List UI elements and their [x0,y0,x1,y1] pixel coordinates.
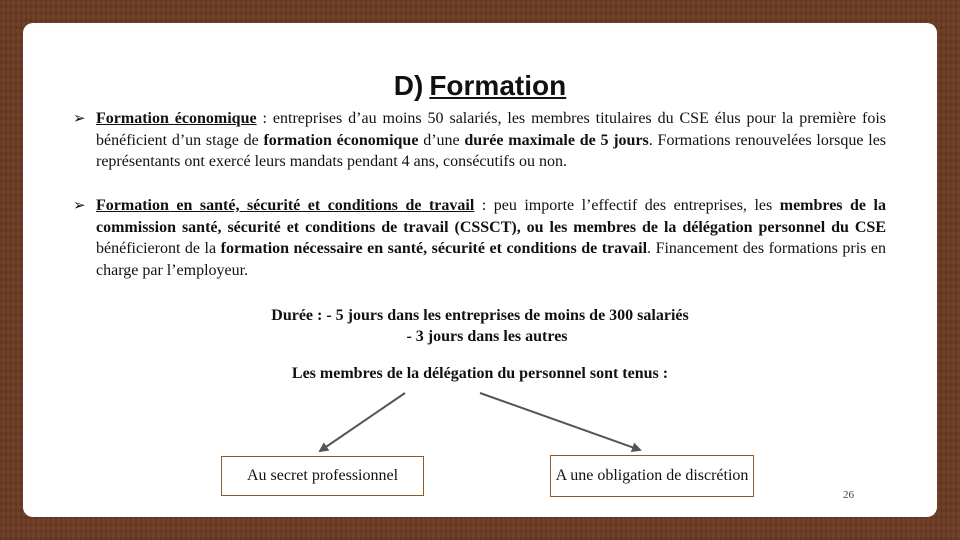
bullet-text-part: . Formations renouvelées lorsque les représentants ont exercé leurs mandats pendant 4 ans, consécutifs ou non. [96,131,887,170]
bullet-text-part: . Financement des formations pris en charge par l’employeur. [96,240,887,279]
arrow-bullet-icon: ➢ [73,109,86,127]
bullet-bold-part: durée maximale de 5 jours [464,131,649,149]
bullet-text-part: : peu importe l’effectif des entreprises, les [474,197,780,214]
bullet-bold-part: formation nécessaire en santé, sécurité et conditions de travail [220,240,648,257]
arrow-left [320,393,405,451]
bullet-text-part: d’une [418,131,465,149]
bullet-bold-part: formation économique [263,131,419,149]
bullet-heading: Formation économique [96,110,257,127]
bullet-text-part: bénéficieront de la [96,240,221,257]
bullet-text-part: : entreprises d’au moins 50 salariés, les membres titulaires du CSE élus pour la première fois bénéficient d’un stage de [96,110,886,149]
secret-professionnel-box [221,456,424,496]
box-label: A une obligation de discrétion [555,467,749,484]
slide [23,23,937,517]
bullet-heading: Formation en santé, sécurité et conditions de travail [96,197,475,214]
page-number: 26 [843,489,854,501]
duration-line-2: - 3 jours dans les autres [406,328,568,345]
obligations-heading: Les membres de la délégation du personnel sont tenus : [291,365,669,382]
title-prefix: D) [393,70,424,101]
bullet-bold-part: membres de la commission santé, sécurité et conditions de travail (CSSCT), ou les membres de la délégation personnel du CSE [96,197,886,236]
box-label: Au secret professionnel [246,467,399,484]
connector-arrows [23,23,937,517]
arrow-bullet-icon: ➢ [73,196,86,214]
obligation-discretion-box [550,455,754,497]
duration-line-1: Durée : - 5 jours dans les entreprises de moins de 300 salariés [271,307,689,324]
arrow-right [480,393,640,450]
title-main: Formation [429,70,567,101]
